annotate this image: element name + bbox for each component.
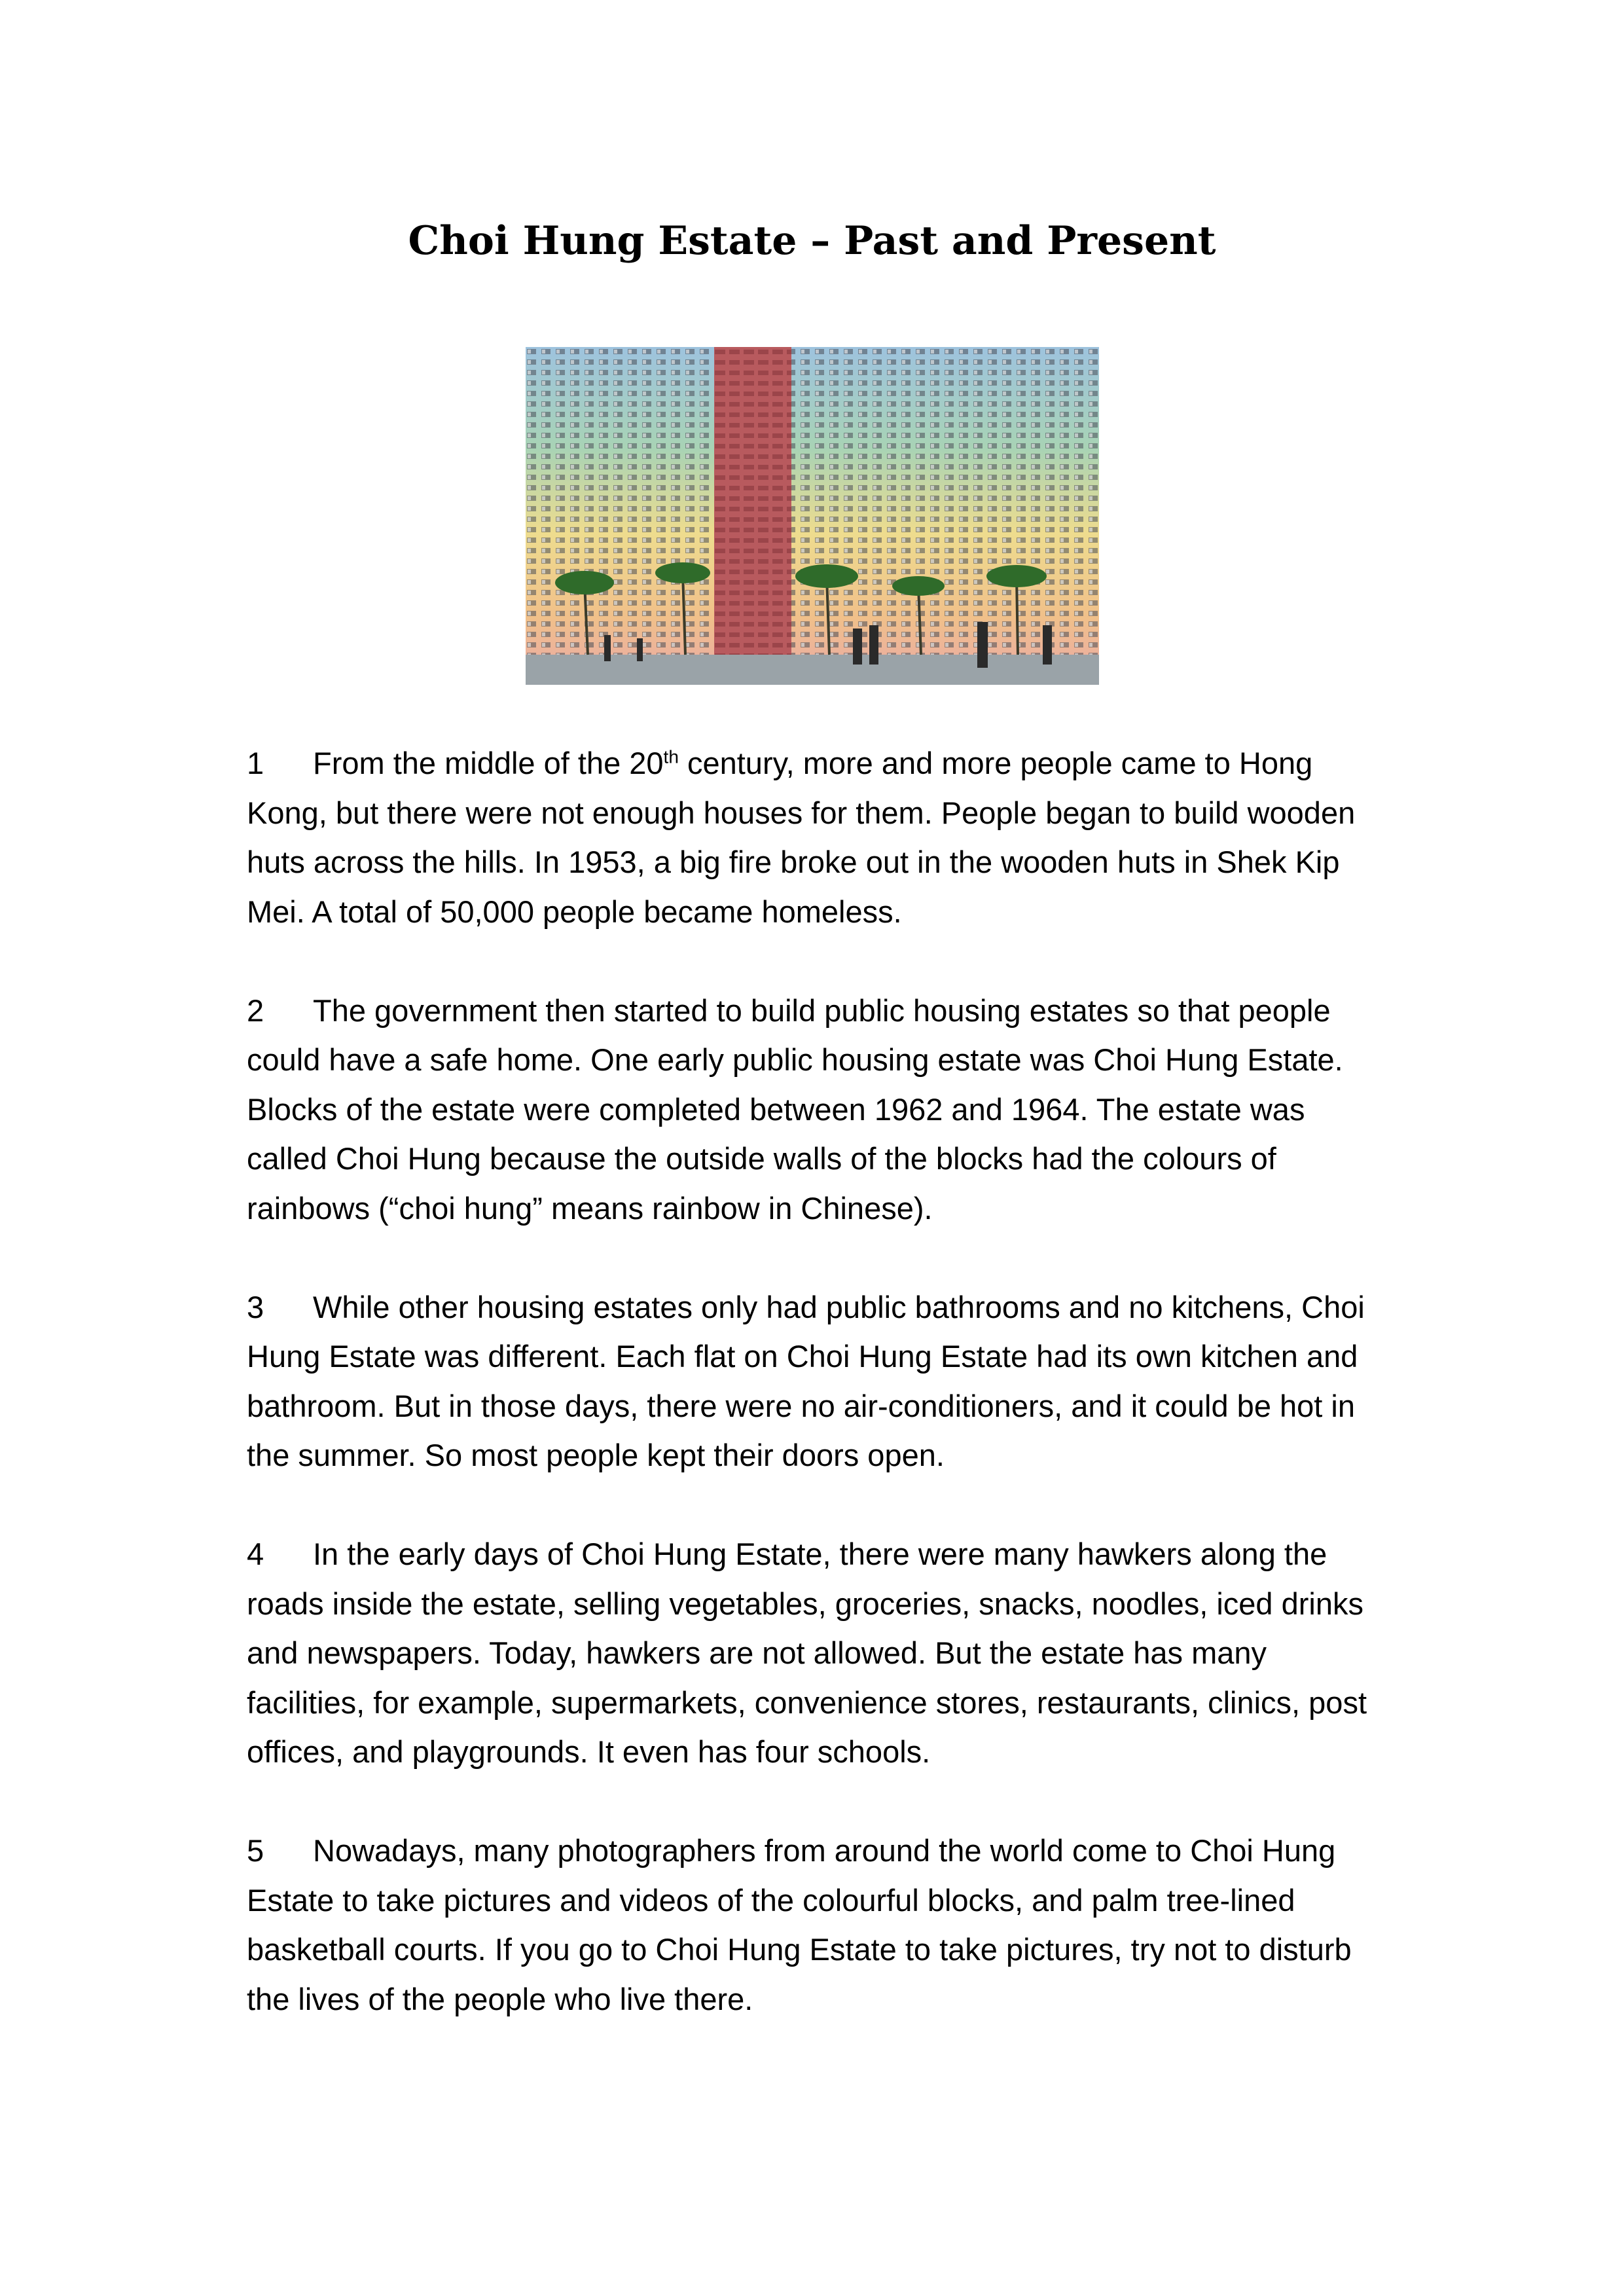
- paragraph-text: From the middle of the 20: [313, 746, 664, 780]
- paragraph-number: 5: [247, 1833, 264, 1868]
- window-grid: [526, 347, 1099, 655]
- ground: [526, 655, 1099, 685]
- paragraph-text: Nowadays, many photographers from around the world come to Choi Hung Estate to take pictures and videos of the colourful blocks, and palm tree-lined basketball courts. If you go to Choi Hung Estate to take pictures, try not to disturb the lives of the people who live there.: [247, 1833, 1352, 2016]
- paragraph-3: [247, 1283, 1386, 1480]
- paragraph-text: While other housing estates only had public bathrooms and no kitchens, Choi Hung Estate was different. Each flat on Choi Hung Estate had its own kitchen and bathroom. But in those days, there were no air-conditioners, and it could be hot in the summer. So most people kept their doors open.: [247, 1289, 1365, 1472]
- paragraph-number: 2: [247, 993, 264, 1028]
- paragraph-1: [247, 738, 1386, 936]
- page-title: Choi Hung Estate – Past and Present: [408, 218, 1216, 264]
- ordinal-suffix: th: [663, 746, 679, 767]
- paragraph-number: 3: [247, 1289, 264, 1324]
- article-body: [247, 738, 1386, 2073]
- paragraph-4: [247, 1529, 1386, 1777]
- paragraph-text: In the early days of Choi Hung Estate, there were many hawkers along the roads inside the estate, selling vegetables, groceries, snacks, noodles, iced drinks and newspapers. Today, hawkers are not allowed. But the estate has many facilities, for example, supermarkets, convenience stores, restaurants, clinics, post offices, and playgrounds. It even has four schools.: [247, 1537, 1367, 1769]
- paragraph-5: [247, 1826, 1386, 2024]
- choi-hung-estate-photo: [526, 347, 1099, 685]
- paragraph-text: The government then started to build public housing estates so that people could have a safe home. One early public housing estate was Choi Hung Estate. Blocks of the estate were completed between 1962 and 1964. The estate was called Choi Hung because the outside walls of the blocks had the colours of rainbows (“choi hung” means rainbow in Chinese).: [247, 993, 1343, 1226]
- central-red-windows: [714, 347, 791, 655]
- paragraph-number: 1: [247, 746, 264, 780]
- paragraph-number: 4: [247, 1537, 264, 1571]
- paragraph-text: century, more and more people came to Hong Kong, but there were not enough houses for them. People began to build wooden huts across the hills. In 1953, a big fire broke out in the wooden huts in Shek Kip Mei. A total of 50,000 people became homeless.: [247, 746, 1356, 929]
- paragraph-2: [247, 986, 1386, 1233]
